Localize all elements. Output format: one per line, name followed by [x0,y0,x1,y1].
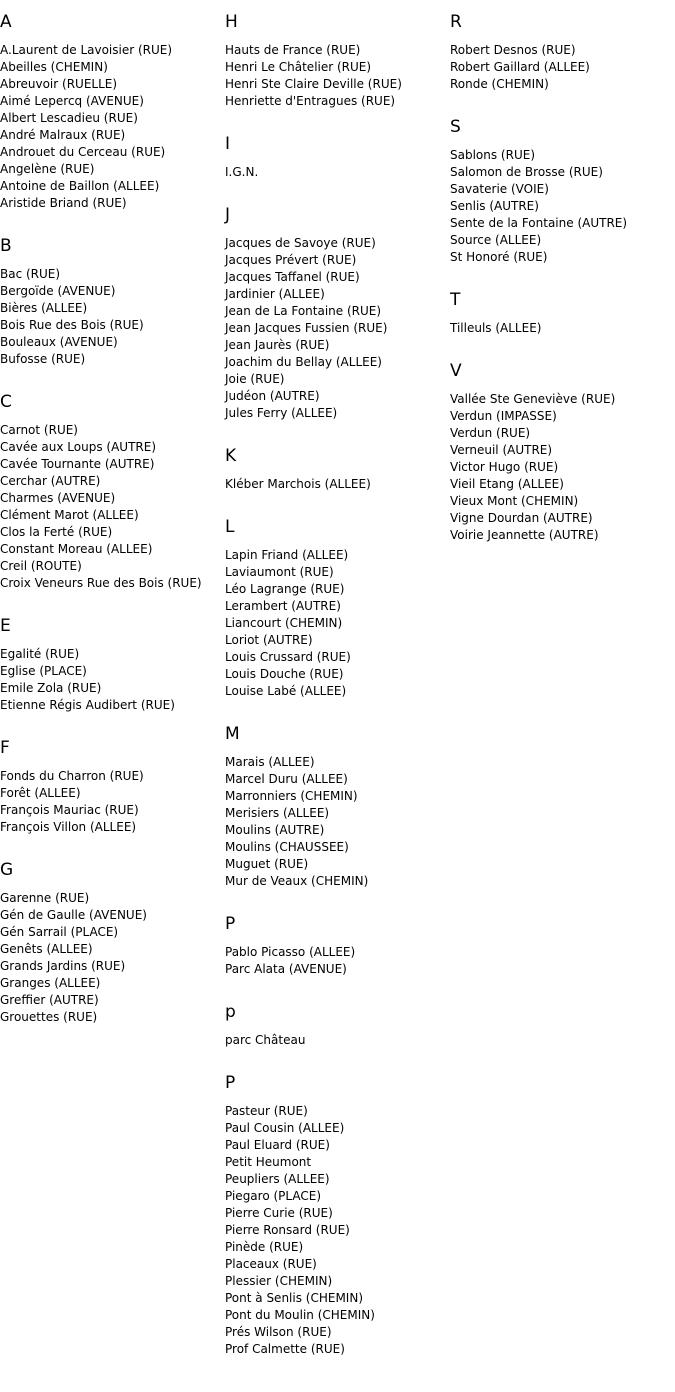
street-list [225,42,447,110]
street-link[interactable]: Aristide Briand (RUE) [0,196,127,210]
street-link[interactable]: Abreuvoir (RUELLE) [0,77,118,91]
street-link[interactable]: Clément Marot (ALLEE) [0,508,139,522]
street-link[interactable]: Jean Jaurès (RUE) [225,338,330,352]
street-link[interactable]: Léo Lagrange (RUE) [225,582,345,596]
street-link[interactable]: Etienne Régis Audibert (RUE) [0,698,175,712]
street-link[interactable]: Vieux Mont (CHEMIN) [450,494,579,508]
letter-heading: S [450,117,461,137]
street-link[interactable]: Peupliers (ALLEE) [225,1172,330,1186]
letter-heading: P [225,1073,236,1093]
street-link[interactable]: François Mauriac (RUE) [0,803,139,817]
letter-heading: M [225,724,240,744]
street-link[interactable]: Joachim du Bellay (ALLEE) [225,355,382,369]
street-link[interactable]: Jean de La Fontaine (RUE) [225,304,382,318]
street-link[interactable]: Mur de Veaux (CHEMIN) [225,874,369,888]
street-link[interactable]: Clos la Ferté (RUE) [0,525,113,539]
letter-section [225,205,447,422]
letter-section [225,446,447,493]
street-list [0,266,222,368]
street-link[interactable]: Pont du Moulin (CHEMIN) [225,1308,375,1322]
street-index-column-3 [450,0,672,568]
letter-section [225,12,447,110]
street-list [225,754,447,890]
street-list [225,944,447,978]
street-list [225,1032,447,1049]
street-link[interactable]: Verneuil (AUTRE) [450,443,553,457]
street-link[interactable]: André Malraux (RUE) [0,128,126,142]
street-link[interactable]: Angelène (RUE) [0,162,95,176]
street-link[interactable]: Cavée aux Loups (AUTRE) [0,440,156,454]
street-link[interactable]: Pinède (RUE) [225,1240,304,1254]
street-link[interactable]: Henri Ste Claire Deville (RUE) [225,77,402,91]
street-link[interactable]: Marronniers (CHEMIN) [225,789,358,803]
street-list [0,646,222,714]
street-list [0,42,222,212]
street-link[interactable]: Creil (ROUTE) [0,559,82,573]
street-link[interactable]: Source (ALLEE) [450,233,542,247]
street-list [225,547,447,700]
street-list [225,235,447,422]
street-link[interactable]: Savaterie (VOIE) [450,182,549,196]
street-link[interactable]: Genêts (ALLEE) [0,942,93,956]
street-link[interactable]: Grouettes (RUE) [0,1010,98,1024]
street-link[interactable]: Judéon (AUTRE) [225,389,320,403]
street-link[interactable]: Cavée Tournante (AUTRE) [0,457,155,471]
street-link[interactable]: Louis Douche (RUE) [225,667,344,681]
street-link[interactable]: Merisiers (ALLEE) [225,806,330,820]
letter-section [225,517,447,700]
street-link[interactable]: Pablo Picasso (ALLEE) [225,945,356,959]
letter-section [0,12,222,212]
street-link[interactable]: Eglise (PLACE) [0,664,87,678]
street-link[interactable]: Henriette d'Entragues (RUE) [225,94,396,108]
street-link[interactable]: Charmes (AVENUE) [0,491,116,505]
street-link[interactable]: Egalité (RUE) [0,647,80,661]
street-link[interactable]: Pont à Senlis (CHEMIN) [225,1291,363,1305]
street-link[interactable]: Constant Moreau (ALLEE) [0,542,153,556]
letter-heading: F [0,738,10,758]
street-link[interactable]: Louise Labé (ALLEE) [225,684,347,698]
street-link[interactable]: Pierre Curie (RUE) [225,1206,333,1220]
street-link[interactable]: Albert Lescadieu (RUE) [0,111,138,125]
letter-section [225,134,447,181]
street-link[interactable]: Sente de la Fontaine (AUTRE) [450,216,628,230]
street-link[interactable]: Lapin Friand (ALLEE) [225,548,349,562]
street-list [450,42,672,93]
street-link[interactable]: Bouleaux (AVENUE) [0,335,118,349]
letter-heading: E [0,616,11,636]
street-link[interactable]: Pasteur (RUE) [225,1104,308,1118]
street-link[interactable]: Robert Desnos (RUE) [450,43,576,57]
street-link[interactable]: Verdun (IMPASSE) [450,409,557,423]
letter-section [0,616,222,714]
letter-heading: A [0,12,12,32]
street-index-column-1 [0,0,222,1050]
street-link[interactable]: Vallée Ste Geneviève (RUE) [450,392,616,406]
street-link[interactable]: Androuet du Cerceau (RUE) [0,145,166,159]
street-link[interactable]: Petit Heumont [225,1155,312,1169]
street-link[interactable]: Bois Rue des Bois (RUE) [0,318,144,332]
letter-heading: H [225,12,238,32]
street-link[interactable]: Emile Zola (RUE) [0,681,102,695]
street-link[interactable]: Moulins (AUTRE) [225,823,325,837]
street-link[interactable]: Vigne Dourdan (AUTRE) [450,511,593,525]
letter-section [225,724,447,890]
street-link[interactable]: Henri Le Châtelier (RUE) [225,60,372,74]
street-link[interactable]: Bac (RUE) [0,267,61,281]
street-link[interactable]: Victor Hugo (RUE) [450,460,559,474]
letter-section [0,236,222,368]
letter-heading: R [450,12,462,32]
street-link[interactable]: Aimé Lepercq (AVENUE) [0,94,144,108]
letter-heading: L [225,517,235,537]
street-list [450,147,672,266]
street-link[interactable]: Senlis (AUTRE) [450,199,539,213]
street-link[interactable]: Jacques de Savoye (RUE) [225,236,376,250]
street-link[interactable]: Jacques Taffanel (RUE) [225,270,360,284]
street-list [0,890,222,1026]
letter-heading: C [0,392,12,412]
street-link[interactable]: Croix Veneurs Rue des Bois (RUE) [0,576,202,590]
street-list [450,320,672,337]
letter-section [225,914,447,978]
street-link[interactable]: Sablons (RUE) [450,148,536,162]
street-link[interactable]: Robert Gaillard (ALLEE) [450,60,590,74]
street-link[interactable]: Marais (ALLEE) [225,755,315,769]
letter-section [0,738,222,836]
street-list [225,164,447,181]
letter-heading: G [0,860,14,880]
street-link[interactable]: Grands Jardins (RUE) [0,959,126,973]
street-link[interactable]: Granges (ALLEE) [0,976,101,990]
street-link[interactable]: Antoine de Baillon (ALLEE) [0,179,160,193]
street-index-column-2 [225,0,447,1382]
letter-section [450,117,672,266]
street-link[interactable]: Laviaumont (RUE) [225,565,334,579]
street-link[interactable]: I.G.N. [225,165,259,179]
letter-section [450,290,672,337]
street-link[interactable]: Jardinier (ALLEE) [225,287,325,301]
street-link[interactable]: Pierre Ronsard (RUE) [225,1223,350,1237]
street-link[interactable]: Bières (ALLEE) [0,301,88,315]
street-link[interactable]: Louis Crussard (RUE) [225,650,351,664]
street-link[interactable]: Marcel Duru (ALLEE) [225,772,348,786]
street-link[interactable]: François Villon (ALLEE) [0,820,137,834]
street-list [0,422,222,592]
street-link[interactable]: Placeaux (RUE) [225,1257,317,1271]
street-list [450,391,672,544]
street-link[interactable]: Gén Sarrail (PLACE) [0,925,119,939]
letter-section [0,860,222,1026]
letter-heading: B [0,236,12,256]
letter-heading: V [450,361,462,381]
street-link[interactable]: Gén de Gaulle (AVENUE) [0,908,147,922]
letter-heading: p [225,1002,236,1022]
street-link[interactable]: Salomon de Brosse (RUE) [450,165,603,179]
street-link[interactable]: Carnot (RUE) [0,423,78,437]
street-link[interactable]: Garenne (RUE) [0,891,90,905]
letter-heading: I [225,134,231,154]
street-link[interactable]: Moulins (CHAUSSEE) [225,840,349,854]
street-link[interactable]: Tilleuls (ALLEE) [450,321,542,335]
street-link[interactable]: St Honoré (RUE) [450,250,548,264]
letter-section [450,12,672,93]
street-link[interactable]: Muguet (RUE) [225,857,309,871]
street-link[interactable]: Lerambert (AUTRE) [225,599,341,613]
street-link[interactable]: Parc Alata (AVENUE) [225,962,347,976]
street-list [0,768,222,836]
street-list [225,1103,447,1358]
street-link[interactable]: Paul Cousin (ALLEE) [225,1121,345,1135]
letter-heading: K [225,446,237,466]
letter-heading: J [225,205,231,225]
letter-section [450,361,672,544]
street-list [225,476,447,493]
letter-section [225,1002,447,1049]
street-link[interactable]: Piegaro (PLACE) [225,1189,322,1203]
letter-section [0,392,222,592]
street-link[interactable]: Kléber Marchois (ALLEE) [225,477,371,491]
street-link[interactable]: Ronde (CHEMIN) [450,77,549,91]
letter-section [225,1073,447,1358]
street-link[interactable]: Loriot (AUTRE) [225,633,313,647]
street-link[interactable]: Joie (RUE) [225,372,285,386]
street-link[interactable]: Verdun (RUE) [450,426,531,440]
street-link[interactable]: Liancourt (CHEMIN) [225,616,343,630]
street-link[interactable]: Vieil Etang (ALLEE) [450,477,564,491]
street-link[interactable]: Plessier (CHEMIN) [225,1274,333,1288]
letter-heading: P [225,914,236,934]
street-link[interactable]: Fonds du Charron (RUE) [0,769,144,783]
street-link[interactable]: Bufosse (RUE) [0,352,86,366]
street-link[interactable]: Jules Ferry (ALLEE) [225,406,338,420]
street-link[interactable]: Forêt (ALLEE) [0,786,81,800]
street-link[interactable]: Jacques Prévert (RUE) [225,253,357,267]
street-link[interactable]: Greffier (AUTRE) [0,993,99,1007]
street-link[interactable]: Abeilles (CHEMIN) [0,60,108,74]
street-link[interactable]: Bergoïde (AVENUE) [0,284,116,298]
street-link[interactable]: Paul Eluard (RUE) [225,1138,330,1152]
street-link[interactable]: Cerchar (AUTRE) [0,474,101,488]
street-link[interactable]: Hauts de France (RUE) [225,43,361,57]
street-link[interactable]: Jean Jacques Fussien (RUE) [225,321,388,335]
street-link[interactable]: parc Château [225,1033,306,1047]
street-link[interactable]: Prés Wilson (RUE) [225,1325,332,1339]
street-link[interactable]: Voirie Jeannette (AUTRE) [450,528,599,542]
street-link[interactable]: A.Laurent de Lavoisier (RUE) [0,43,173,57]
street-link[interactable]: Prof Calmette (RUE) [225,1342,345,1356]
letter-heading: T [450,290,461,310]
